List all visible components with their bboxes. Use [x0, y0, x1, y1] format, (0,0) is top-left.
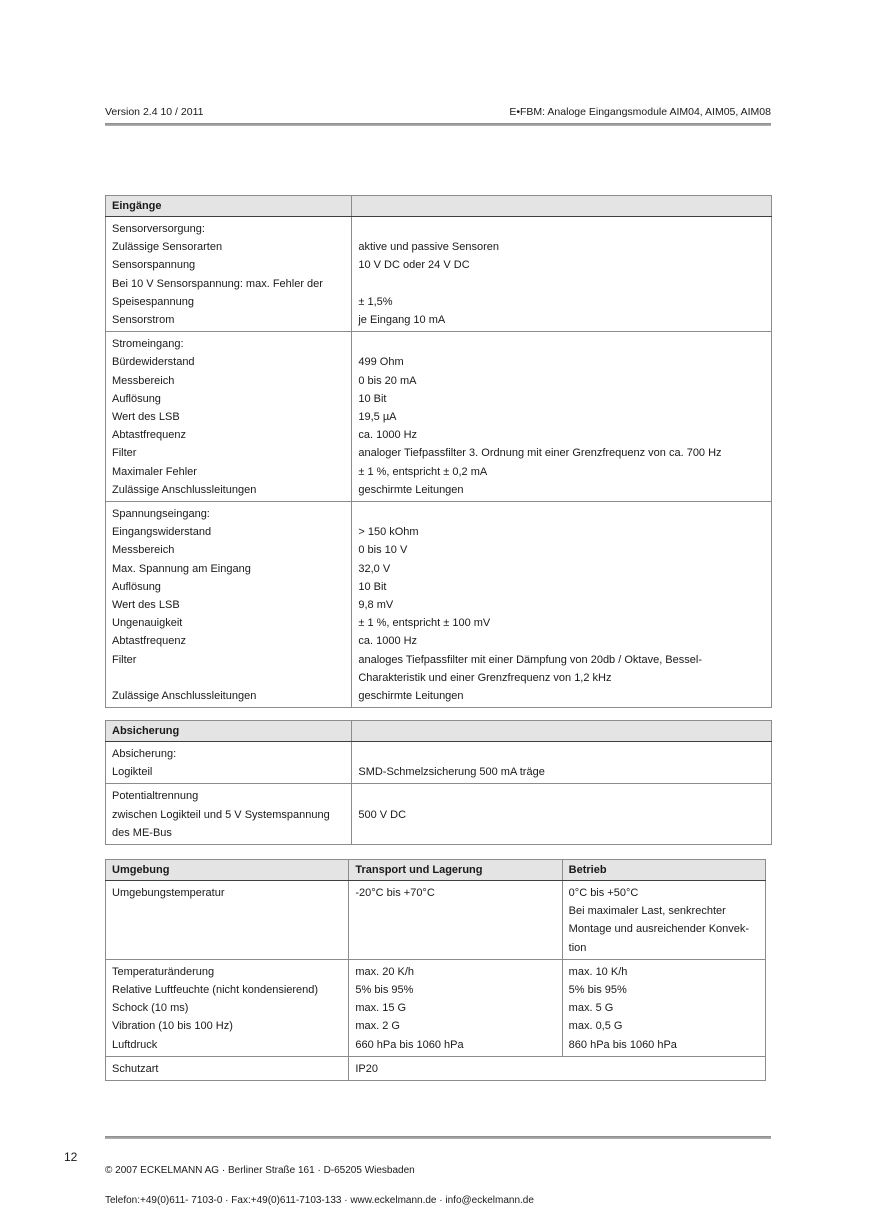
- table-row: [106, 1056, 766, 1080]
- table-cell: 10 Bit: [352, 578, 772, 596]
- table-row: [106, 920, 766, 938]
- table-cell: zwischen Logikteil und 5 V Systemspannung: [112, 808, 330, 821]
- table-cell: Absicherung:: [112, 748, 177, 760]
- table-cell: [106, 902, 349, 920]
- column-header: [352, 721, 772, 742]
- table-cell: Zulässige Anschlussleitungen: [112, 483, 257, 496]
- table-row: [106, 463, 772, 481]
- table-cell: 5% bis 95%: [562, 981, 765, 999]
- table-absicherung: [105, 720, 772, 845]
- table-row: [106, 332, 772, 354]
- table-cell: ± 1,5%: [352, 293, 772, 311]
- table-cell: Wert des LSB: [112, 411, 180, 424]
- table-section: [106, 959, 766, 1056]
- table-cell: geschirmte Leitungen: [352, 687, 772, 708]
- table-cell: Eingangswiderstand: [112, 526, 212, 539]
- table-row: [106, 311, 772, 332]
- table-row: [106, 560, 772, 578]
- column-header: [352, 196, 772, 217]
- table-umgebung: [105, 859, 766, 1081]
- table-row: [106, 217, 772, 239]
- table-cell: Zulässige Sensorarten: [112, 241, 223, 254]
- table-cell: 10 V DC oder 24 V DC: [352, 256, 772, 274]
- table-row: [106, 426, 772, 444]
- table-cell: 499 Ohm: [352, 353, 772, 371]
- table-section: [106, 1056, 766, 1080]
- table-row: [106, 596, 772, 614]
- column-header: Transport und Lagerung: [349, 860, 562, 881]
- table-cell: Umgebungstemperatur: [112, 887, 225, 899]
- table-cell: 32,0 V: [352, 560, 772, 578]
- table-row: [106, 1036, 766, 1057]
- table-section: [106, 217, 772, 332]
- table-cell: Messbereich: [112, 374, 175, 387]
- table-cell: Filter: [112, 447, 137, 460]
- table-cell: Relative Luftfeuchte (nicht kondensierend): [112, 984, 319, 997]
- table-cell: Filter: [112, 653, 137, 666]
- table-cell: Sensorspannung: [112, 259, 196, 272]
- footer-address: [105, 1148, 534, 1208]
- table-cell: ca. 1000 Hz: [352, 426, 772, 444]
- table-row: [106, 763, 772, 784]
- table-header-row: [106, 196, 772, 217]
- table-cell: [352, 824, 772, 845]
- table-cell: 0°C bis +50°C: [562, 881, 765, 903]
- table-row: [106, 408, 772, 426]
- table-cell: 660 hPa bis 1060 hPa: [349, 1036, 562, 1057]
- table-cell: ± 1 %, entspricht ± 0,2 mA: [352, 463, 772, 481]
- table-cell: Vibration (10 bis 100 Hz): [112, 1020, 233, 1033]
- table-row: [106, 902, 766, 920]
- table-cell: Montage und ausreichender Konvek-: [562, 920, 765, 938]
- table-cell: max. 10 K/h: [562, 959, 765, 981]
- table-cell: Auflösung: [112, 392, 161, 405]
- table-row: [106, 578, 772, 596]
- table-cell: [352, 217, 772, 239]
- table-cell: [349, 920, 562, 938]
- table-cell: ± 1 %, entspricht ± 100 mV: [352, 614, 772, 632]
- table-row: [106, 614, 772, 632]
- table-row: [106, 353, 772, 371]
- table-section: [106, 332, 772, 502]
- table-cell: 500 V DC: [352, 806, 772, 824]
- table-cell: 10 Bit: [352, 390, 772, 408]
- table-cell: max. 0,5 G: [562, 1017, 765, 1035]
- table-cell: [106, 939, 349, 960]
- table-cell: Bürdewiderstand: [112, 356, 195, 369]
- table-section: [106, 742, 772, 784]
- table-cell: Luftdruck: [112, 1038, 158, 1051]
- table-cell: analoges Tiefpassfilter mit einer Dämpfung von 20db / Oktave, Bessel-: [352, 651, 772, 669]
- table-row: [106, 981, 766, 999]
- table-row: [106, 999, 766, 1017]
- table-section: [106, 502, 772, 708]
- table-row: [106, 256, 772, 274]
- table-row: [106, 238, 772, 256]
- table-section: [106, 881, 766, 960]
- table-row: [106, 444, 772, 462]
- table-row: [106, 632, 772, 650]
- table-cell: Temperaturänderung: [112, 965, 215, 978]
- table-row: [106, 390, 772, 408]
- table-cell: Ungenauigkeit: [112, 617, 183, 630]
- table-cell: 5% bis 95%: [349, 981, 562, 999]
- table-cell: Bei maximaler Last, senkrechter: [562, 902, 765, 920]
- table-row: [106, 959, 766, 981]
- table-cell: Auflösung: [112, 580, 161, 593]
- table-section: [106, 784, 772, 845]
- table-cell: Abtastfrequenz: [112, 635, 186, 648]
- table-cell: analoger Tiefpassfilter 3. Ordnung mit einer Grenzfrequenz von ca. 700 Hz: [352, 444, 772, 462]
- table-cell: [349, 939, 562, 960]
- table-row: [106, 275, 772, 293]
- table-row: [106, 669, 772, 687]
- table-row: [106, 687, 772, 708]
- table-cell: 19,5 µA: [352, 408, 772, 426]
- table-cell: 0 bis 20 mA: [352, 372, 772, 390]
- table-cell: Max. Spannung am Eingang: [112, 562, 251, 575]
- table-cell: geschirmte Leitungen: [352, 481, 772, 502]
- table-cell: IP20: [349, 1056, 766, 1080]
- table-cell: > 150 kOhm: [352, 523, 772, 541]
- page-number: 12: [64, 1150, 78, 1164]
- column-header: Betrieb: [562, 860, 765, 881]
- header-document-title: E•FBM: Analoge Eingangsmodule AIM04, AIM05, AIM08: [509, 106, 771, 118]
- column-header: Umgebung: [106, 860, 349, 881]
- table-cell: Potentialtrennung: [112, 790, 199, 803]
- table-cell: [106, 920, 349, 938]
- table-row: [106, 651, 772, 669]
- table-cell: 860 hPa bis 1060 hPa: [562, 1036, 765, 1057]
- table-row: [106, 806, 772, 824]
- table-cell: Abtastfrequenz: [112, 429, 186, 442]
- column-header: Eingänge: [106, 196, 352, 217]
- table-cell: max. 20 K/h: [349, 959, 562, 981]
- table-row: [106, 1017, 766, 1035]
- table-cell: [352, 275, 772, 293]
- table-row: [106, 824, 772, 845]
- table-cell: -20°C bis +70°C: [349, 881, 562, 903]
- table-cell: max. 5 G: [562, 999, 765, 1017]
- table-cell: 0 bis 10 V: [352, 541, 772, 559]
- table-row: [106, 293, 772, 311]
- table-cell: Logikteil: [112, 766, 153, 779]
- table-row: [106, 481, 772, 502]
- table-cell: Sensorstrom: [112, 314, 175, 327]
- table-cell: [106, 669, 352, 687]
- running-header: [105, 106, 771, 119]
- table-cell: Wert des LSB: [112, 599, 180, 612]
- table-cell: des ME-Bus: [112, 826, 172, 839]
- table-cell: ca. 1000 Hz: [352, 632, 772, 650]
- table-row: [106, 502, 772, 524]
- table-cell: tion: [562, 939, 765, 960]
- header-version-text: Version 2.4 10 / 2011: [105, 106, 204, 118]
- table-cell: [352, 332, 772, 354]
- table-cell: je Eingang 10 mA: [352, 311, 772, 332]
- header-rule: [105, 123, 771, 126]
- footer-rule: [105, 1136, 771, 1139]
- table-cell: aktive und passive Sensoren: [352, 238, 772, 256]
- table-cell: Stromeingang:: [112, 338, 184, 351]
- table-row: [106, 939, 766, 960]
- table-cell: Spannungseingang:: [112, 508, 210, 521]
- table-row: [106, 372, 772, 390]
- table-row: [106, 742, 772, 764]
- footer-line-contact: Telefon:+49(0)611- 7103-0 · Fax:+49(0)611-7103-133 · www.eckelmann.de · info@eckelmann.de: [105, 1195, 534, 1206]
- table-cell: SMD-Schmelzsicherung 500 mA träge: [352, 763, 772, 784]
- table-cell: Maximaler Fehler: [112, 465, 197, 478]
- table-cell: [352, 784, 772, 806]
- table-cell: Speisespannung: [112, 295, 194, 308]
- table-row: [106, 881, 766, 903]
- table-cell: [349, 902, 562, 920]
- column-header: Absicherung: [106, 721, 352, 742]
- table-cell: Zulässige Anschlussleitungen: [112, 690, 257, 703]
- table-cell: max. 2 G: [349, 1017, 562, 1035]
- table-row: [106, 784, 772, 806]
- table-cell: [352, 502, 772, 524]
- table-cell: Sensorversorgung:: [112, 223, 205, 235]
- table-cell: Schock (10 ms): [112, 1002, 189, 1015]
- table-eingaenge: [105, 195, 772, 708]
- table-header-row: [106, 860, 766, 881]
- table-cell: Schutzart: [112, 1062, 159, 1075]
- table-header-row: [106, 721, 772, 742]
- footer-line-copyright: © 2007 ECKELMANN AG · Berliner Straße 161 · D-65205 Wiesbaden: [105, 1165, 415, 1176]
- table-cell: [352, 742, 772, 764]
- table-row: [106, 523, 772, 541]
- table-cell: Bei 10 V Sensorspannung: max. Fehler der: [112, 277, 323, 290]
- table-cell: 9,8 mV: [352, 596, 772, 614]
- table-cell: Messbereich: [112, 544, 175, 557]
- table-row: [106, 541, 772, 559]
- table-cell: Charakteristik und einer Grenzfrequenz von 1,2 kHz: [352, 669, 772, 687]
- table-cell: max. 15 G: [349, 999, 562, 1017]
